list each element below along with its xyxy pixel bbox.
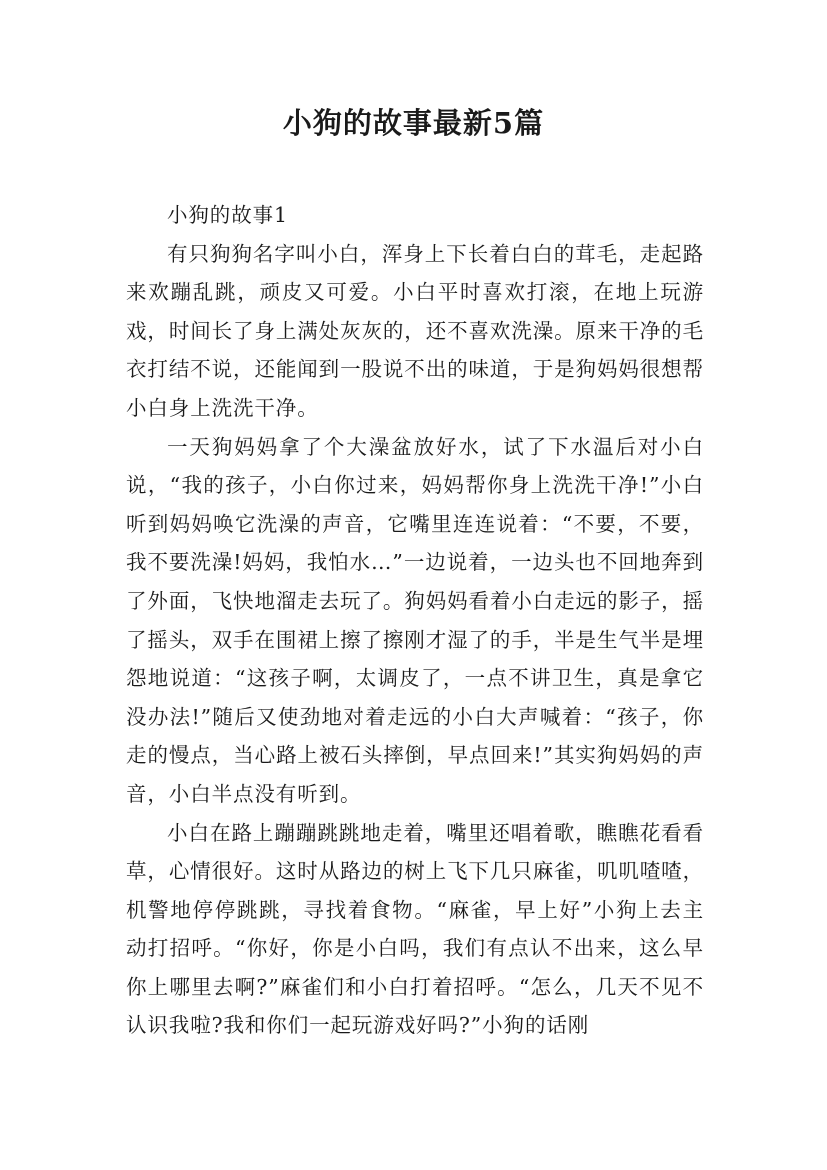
paragraph-2: 一天狗妈妈拿了个大澡盆放好水，试了下水温后对小白说，“我的孩子，小白你过来，妈妈帮你身上洗洗干净!”小白听到妈妈唤它洗澡的声音，它嘴里连连说着：“不要，不要，我不要洗澡!妈妈，我怕水…”一边说着，一边头也不回地奔到了外面，飞快地溜走去玩了。狗妈妈看着小白走远的影子，摇了摇头，双手在围裙上擦了擦刚才湿了的手，半是生气半是埋怨地说道：“这孩子啊，太调皮了，一点不讲卫生，真是拿它没办法!”随后又使劲地对着走远的小白大声喊着：“孩子，你走的慢点，当心路上被石头摔倒，早点回来!”其实狗妈妈的声音，小白半点没有听到。 <box>126 434 704 806</box>
document-title: 小狗的故事最新5篇 <box>282 106 545 140</box>
paragraph-3: 小白在路上蹦蹦跳跳地走着，嘴里还唱着歌，瞧瞧花看看草，心情很好。这时从路边的树上飞下几只麻雀，叽叽喳喳，机警地停停跳跳，寻找着食物。“麻雀，早上好”小狗上去主动打招呼。“你好，你是小白吗，我们有点认不出来，这么早你上哪里去啊?”麻雀们和小白打着招呼。“怎么，几天不见不认识我啦?我和你们一起玩游戏好吗?”小狗的话刚 <box>126 820 704 1038</box>
paragraph-1: 有只狗狗名字叫小白，浑身上下长着白白的茸毛，走起路来欢蹦乱跳，顽皮又可爱。小白平时喜欢打滚，在地上玩游戏，时间长了身上满处灰灰的，还不喜欢洗澡。原来干净的毛衣打结不说，还能闻到一股说不出的味道，于是狗妈妈很想帮小白身上洗洗干净。 <box>126 241 704 420</box>
section-heading: 小狗的故事1 <box>167 203 288 227</box>
document-body <box>126 196 704 1045</box>
